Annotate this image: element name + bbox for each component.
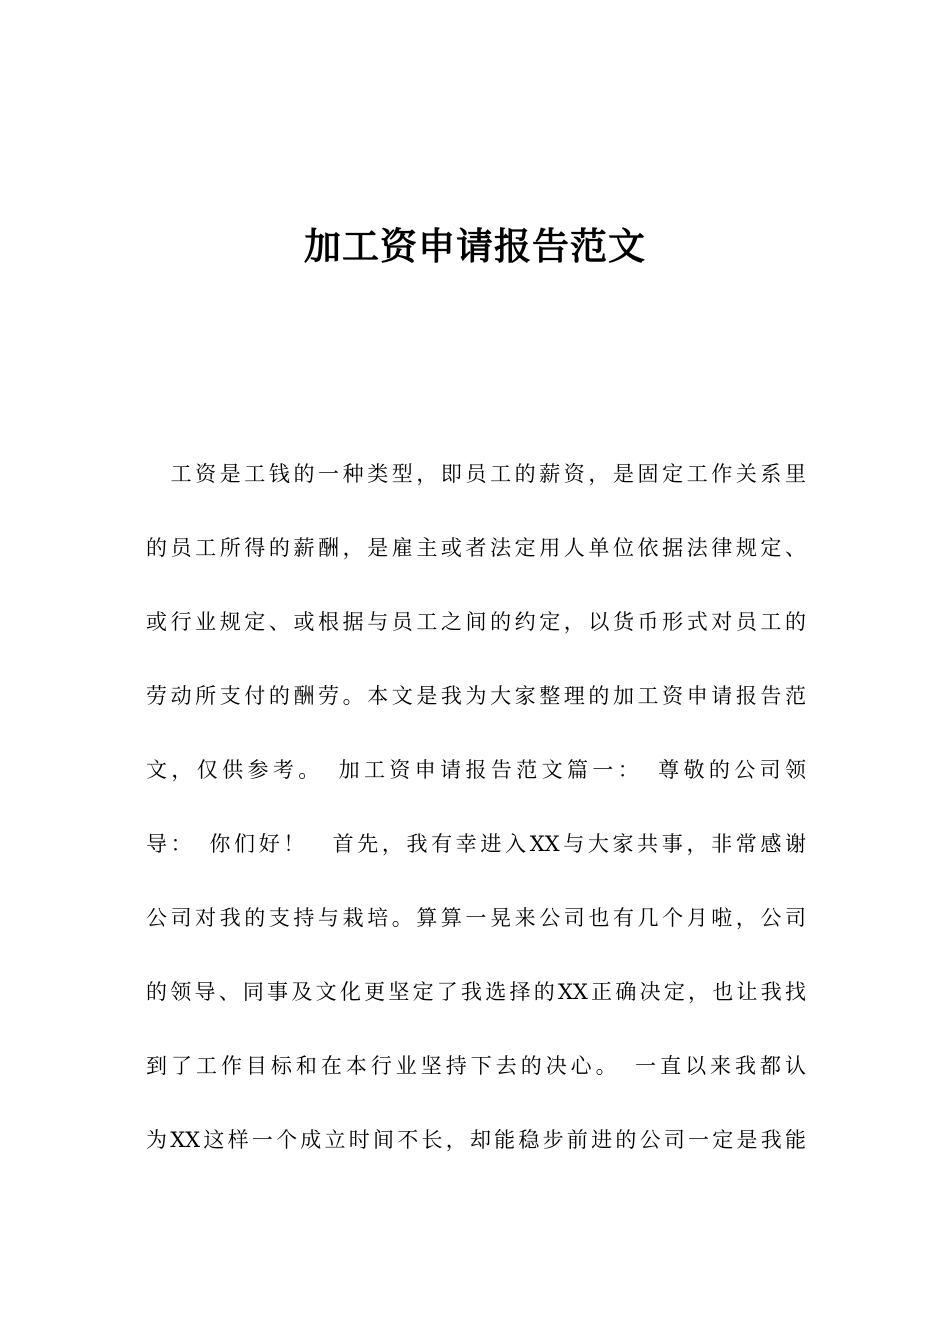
body-line: 公司对我的支持与栽培。算算一晃来公司也有几个月啦，公司 [146,906,806,930]
document-body [146,454,806,1194]
body-line: 的领导、同事及文化更坚定了我选择的XX正确决定，也让我找 [146,980,806,1004]
body-line: 到了工作目标和在本行业坚持下去的决心。 一直以来我都认 [146,1054,806,1078]
body-line: 工资是工钱的一种类型，即员工的薪资，是固定工作关系里 [146,462,806,486]
body-line: 为XX这样一个成立时间不长，却能稳步前进的公司一定是我能 [146,1128,806,1152]
body-line: 的员工所得的薪酬，是雇主或者法定用人单位依据法律规定、 [146,536,806,560]
body-line: 导： 你们好！ 首先，我有幸进入XX与大家共事，非常感谢 [146,832,806,856]
body-line: 或行业规定、或根据与员工之间的约定，以货币形式对员工的 [146,610,806,634]
document-title: 加工资申请报告范文 [304,225,646,268]
body-line: 劳动所支付的酬劳。本文是我为大家整理的加工资申请报告范 [146,684,806,708]
body-line: 文，仅供参考。 加工资申请报告范文篇一： 尊敬的公司领 [146,758,806,782]
